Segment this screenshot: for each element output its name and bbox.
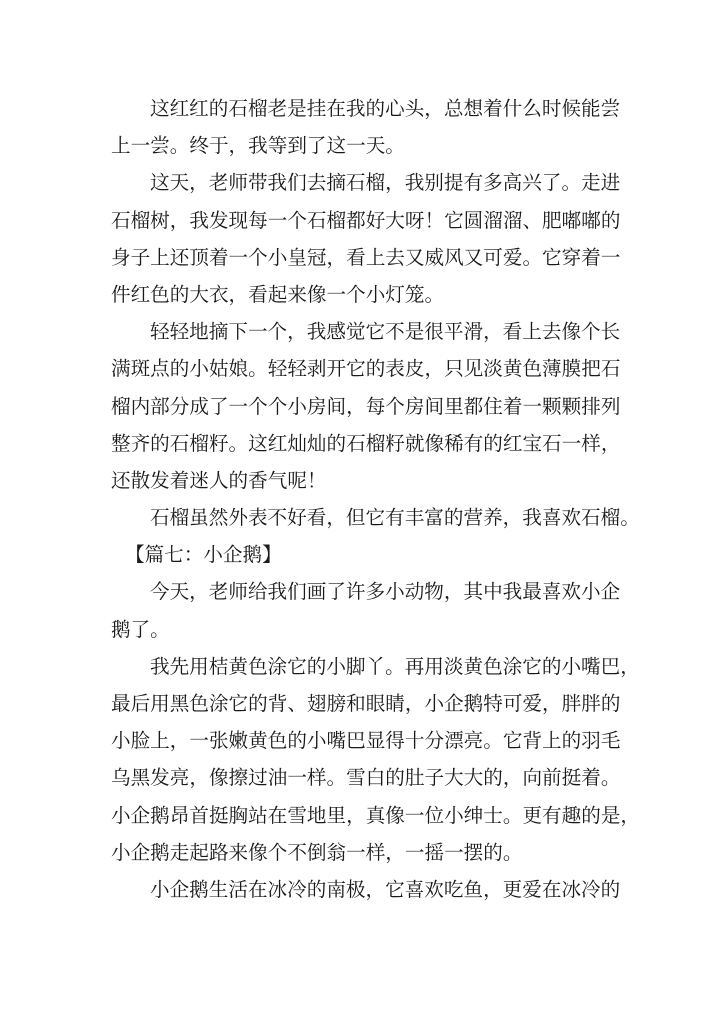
body-text [111,90,641,908]
paragraph-line: 小企鹅昂首挺胸站在雪地里，真像一位小绅士。更有趣的是， [111,803,641,827]
paragraph-line: 上一尝。终于，我等到了这一天。 [111,134,405,158]
section-heading: 【篇七：小企鹅】 [125,543,282,567]
paragraph-line: 身子上还顶着一个小皇冠，看上去又威风又可爱。它穿着一 [111,245,621,269]
paragraph-line: 轻轻地摘下一个，我感觉它不是很平滑，看上去像个长 [150,320,621,344]
paragraph-line: 这红红的石榴老是挂在我的心头，总想着什么时候能尝 [150,97,621,120]
paragraph-line: 小脸上，一张嫩黄色的小嘴巴显得十分漂亮。它背上的羽毛 [111,729,621,753]
paragraph-line: 乌黑发亮，像擦过油一样。雪白的肚子大大的，向前挺着。 [111,766,621,790]
paragraph-line: 石榴虽然外表不好看，但它有丰富的营养，我喜欢石榴。 [150,506,640,530]
paragraph-line: 小企鹅生活在冰冷的南极，它喜欢吃鱼，更爱在冰冷的 [150,877,621,901]
paragraph-line: 小企鹅走起路来像个不倒翁一样，一摇一摆的。 [111,840,523,864]
paragraph-line: 还散发着迷人的香气呢！ [111,468,327,492]
paragraph-line: 鹅了。 [111,617,170,641]
paragraph-line: 石榴树，我发现每一个石榴都好大呀！它圆溜溜、肥嘟嘟的 [111,208,621,232]
paragraph-line: 榴内部分成了一个个小房间，每个房间里都住着一颗颗排列 [111,394,621,418]
paragraph-line: 我先用桔黄色涂它的小脚丫。再用淡黄色涂它的小嘴巴， [150,654,640,678]
paragraph-line: 今天，老师给我们画了许多小动物，其中我最喜欢小企 [150,580,621,604]
paragraph-line: 最后用黑色涂它的背、翅膀和眼睛，小企鹅特可爱，胖胖的 [111,692,621,715]
paragraph-line: 整齐的石榴籽。这红灿灿的石榴籽就像稀有的红宝石一样， [111,431,621,455]
paragraph-line: 件红色的大衣，看起来像一个小灯笼。 [111,282,445,306]
paragraph-line: 满斑点的小姑娘。轻轻剥开它的表皮，只见淡黄色薄膜把石 [111,357,621,381]
paragraph-line: 这天，老师带我们去摘石榴，我别提有多高兴了。走进 [150,171,621,195]
